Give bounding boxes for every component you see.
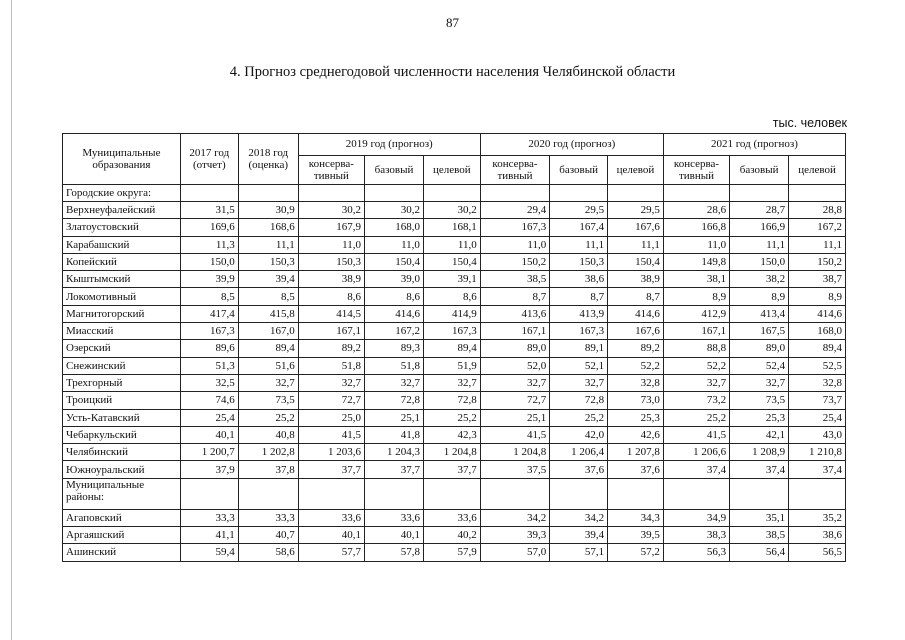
value-cell: 37,7 — [423, 461, 480, 478]
header-2019-target: целевой — [423, 156, 480, 185]
empty-cell — [730, 478, 789, 509]
value-cell: 150,2 — [789, 253, 846, 270]
value-cell: 11,1 — [608, 236, 664, 253]
value-cell: 32,7 — [480, 374, 549, 391]
value-cell: 1 206,4 — [550, 444, 608, 461]
value-cell: 1 202,8 — [238, 444, 298, 461]
value-cell: 37,6 — [608, 461, 664, 478]
empty-cell — [789, 478, 846, 509]
page-title: 4. Прогноз среднегодовой численности населения Челябинской области — [229, 64, 676, 80]
value-cell: 11,3 — [180, 236, 238, 253]
value-cell: 37,4 — [730, 461, 789, 478]
value-cell: 38,9 — [298, 271, 364, 288]
table-row — [63, 357, 846, 374]
value-cell: 29,5 — [608, 202, 664, 219]
value-cell: 32,7 — [365, 374, 424, 391]
empty-cell — [663, 185, 729, 202]
table-row — [63, 461, 846, 478]
value-cell: 167,3 — [550, 323, 608, 340]
value-cell: 89,4 — [238, 340, 298, 357]
value-cell: 11,1 — [238, 236, 298, 253]
value-cell: 56,3 — [663, 544, 729, 561]
value-cell: 73,5 — [238, 392, 298, 409]
value-cell: 1 204,3 — [365, 444, 424, 461]
table-row — [63, 202, 846, 219]
value-cell: 51,3 — [180, 357, 238, 374]
value-cell: 38,1 — [663, 271, 729, 288]
value-cell: 40,2 — [423, 527, 480, 544]
value-cell: 150,3 — [550, 253, 608, 270]
value-cell: 38,6 — [550, 271, 608, 288]
value-cell: 29,5 — [550, 202, 608, 219]
value-cell: 169,6 — [180, 219, 238, 236]
value-cell: 40,1 — [298, 527, 364, 544]
value-cell: 168,0 — [365, 219, 424, 236]
value-cell: 167,1 — [480, 323, 549, 340]
municipality-name: Магнитогорский — [63, 305, 181, 322]
value-cell: 34,9 — [663, 509, 729, 526]
value-cell: 413,9 — [550, 305, 608, 322]
value-cell: 43,0 — [789, 426, 846, 443]
table-row — [63, 288, 846, 305]
table-row — [63, 340, 846, 357]
value-cell: 413,4 — [730, 305, 789, 322]
page-edge-line — [11, 0, 12, 640]
municipality-name: Копейский — [63, 253, 181, 270]
section-label: Городские округа: — [63, 185, 181, 202]
value-cell: 8,9 — [730, 288, 789, 305]
value-cell: 8,5 — [238, 288, 298, 305]
value-cell: 25,0 — [298, 409, 364, 426]
value-cell: 32,8 — [608, 374, 664, 391]
header-2019: 2019 год (прогноз) — [298, 134, 480, 156]
value-cell: 39,0 — [365, 271, 424, 288]
value-cell: 41,5 — [480, 426, 549, 443]
table-row — [63, 271, 846, 288]
value-cell: 167,1 — [298, 323, 364, 340]
value-cell: 25,2 — [550, 409, 608, 426]
value-cell: 11,0 — [298, 236, 364, 253]
value-cell: 8,7 — [480, 288, 549, 305]
value-cell: 414,6 — [789, 305, 846, 322]
value-cell: 32,7 — [730, 374, 789, 391]
value-cell: 52,2 — [663, 357, 729, 374]
value-cell: 1 200,7 — [180, 444, 238, 461]
value-cell: 89,1 — [550, 340, 608, 357]
value-cell: 58,6 — [238, 544, 298, 561]
value-cell: 89,2 — [608, 340, 664, 357]
page-number: 87 — [446, 15, 459, 30]
value-cell: 38,5 — [730, 527, 789, 544]
value-cell: 41,8 — [365, 426, 424, 443]
value-cell: 11,0 — [423, 236, 480, 253]
value-cell: 414,5 — [298, 305, 364, 322]
units-label: тыс. человек — [772, 116, 847, 130]
header-2018: 2018 год (оценка) — [238, 134, 298, 185]
municipality-name: Карабашский — [63, 236, 181, 253]
value-cell: 1 204,8 — [480, 444, 549, 461]
value-cell: 150,4 — [423, 253, 480, 270]
header-2021-base: базовый — [730, 156, 789, 185]
table-row — [63, 253, 846, 270]
table-row — [63, 527, 846, 544]
value-cell: 35,2 — [789, 509, 846, 526]
value-cell: 38,2 — [730, 271, 789, 288]
empty-cell — [365, 478, 424, 509]
value-cell: 89,4 — [423, 340, 480, 357]
value-cell: 38,5 — [480, 271, 549, 288]
municipality-name: Миасский — [63, 323, 181, 340]
value-cell: 28,8 — [789, 202, 846, 219]
municipality-name: Златоустовский — [63, 219, 181, 236]
value-cell: 32,7 — [238, 374, 298, 391]
value-cell: 32,5 — [180, 374, 238, 391]
table-row — [63, 444, 846, 461]
value-cell: 42,6 — [608, 426, 664, 443]
value-cell: 42,0 — [550, 426, 608, 443]
value-cell: 38,3 — [663, 527, 729, 544]
value-cell: 25,1 — [480, 409, 549, 426]
table-row — [63, 509, 846, 526]
value-cell: 31,5 — [180, 202, 238, 219]
value-cell: 167,3 — [423, 323, 480, 340]
value-cell: 33,6 — [423, 509, 480, 526]
table-row — [63, 323, 846, 340]
value-cell: 149,8 — [663, 253, 729, 270]
header-2021: 2021 год (прогноз) — [663, 134, 845, 156]
table-row — [63, 544, 846, 561]
value-cell: 73,5 — [730, 392, 789, 409]
value-cell: 25,2 — [238, 409, 298, 426]
value-cell: 89,0 — [480, 340, 549, 357]
value-cell: 33,3 — [238, 509, 298, 526]
value-cell: 42,1 — [730, 426, 789, 443]
value-cell: 25,4 — [789, 409, 846, 426]
value-cell: 37,9 — [180, 461, 238, 478]
value-cell: 73,0 — [608, 392, 664, 409]
value-cell: 35,1 — [730, 509, 789, 526]
table-row — [63, 374, 846, 391]
value-cell: 52,0 — [480, 357, 549, 374]
value-cell: 89,4 — [789, 340, 846, 357]
value-cell: 414,9 — [423, 305, 480, 322]
value-cell: 51,9 — [423, 357, 480, 374]
value-cell: 168,6 — [238, 219, 298, 236]
municipality-name: Южноуральский — [63, 461, 181, 478]
value-cell: 150,0 — [180, 253, 238, 270]
header-2020-target: целевой — [608, 156, 664, 185]
value-cell: 167,5 — [730, 323, 789, 340]
value-cell: 38,6 — [789, 527, 846, 544]
value-cell: 51,8 — [298, 357, 364, 374]
header-2020: 2020 год (прогноз) — [480, 134, 663, 156]
value-cell: 1 204,8 — [423, 444, 480, 461]
municipality-name: Верхнеуфалейский — [63, 202, 181, 219]
value-cell: 30,9 — [238, 202, 298, 219]
value-cell: 25,2 — [663, 409, 729, 426]
municipality-name: Озерский — [63, 340, 181, 357]
value-cell: 33,6 — [298, 509, 364, 526]
value-cell: 89,6 — [180, 340, 238, 357]
table-body — [63, 185, 846, 562]
value-cell: 32,8 — [789, 374, 846, 391]
table-row — [63, 392, 846, 409]
value-cell: 8,9 — [663, 288, 729, 305]
value-cell: 37,7 — [298, 461, 364, 478]
value-cell: 30,2 — [298, 202, 364, 219]
value-cell: 167,9 — [298, 219, 364, 236]
value-cell: 413,6 — [480, 305, 549, 322]
value-cell: 11,0 — [365, 236, 424, 253]
value-cell: 57,9 — [423, 544, 480, 561]
value-cell: 167,3 — [180, 323, 238, 340]
section-label: Муниципальные районы: — [63, 478, 181, 509]
value-cell: 412,9 — [663, 305, 729, 322]
value-cell: 11,1 — [730, 236, 789, 253]
value-cell: 37,5 — [480, 461, 549, 478]
empty-cell — [238, 185, 298, 202]
value-cell: 74,6 — [180, 392, 238, 409]
table-row — [63, 219, 846, 236]
value-cell: 51,8 — [365, 357, 424, 374]
municipality-name: Ашинский — [63, 544, 181, 561]
value-cell: 8,5 — [180, 288, 238, 305]
value-cell: 150,4 — [608, 253, 664, 270]
value-cell: 11,0 — [663, 236, 729, 253]
value-cell: 30,2 — [365, 202, 424, 219]
empty-cell — [180, 478, 238, 509]
value-cell: 39,1 — [423, 271, 480, 288]
value-cell: 8,7 — [608, 288, 664, 305]
municipality-name: Агаповский — [63, 509, 181, 526]
value-cell: 414,6 — [365, 305, 424, 322]
table-row — [63, 236, 846, 253]
municipality-name: Челябинский — [63, 444, 181, 461]
value-cell: 41,1 — [180, 527, 238, 544]
value-cell: 52,1 — [550, 357, 608, 374]
value-cell: 41,5 — [298, 426, 364, 443]
municipality-name: Чебаркульский — [63, 426, 181, 443]
empty-cell — [550, 478, 608, 509]
value-cell: 1 203,6 — [298, 444, 364, 461]
value-cell: 32,7 — [298, 374, 364, 391]
table-row — [63, 409, 846, 426]
municipality-name: Кыштымский — [63, 271, 181, 288]
value-cell: 41,5 — [663, 426, 729, 443]
value-cell: 72,8 — [423, 392, 480, 409]
header-2021-conservative: консерва-тивный — [663, 156, 729, 185]
value-cell: 33,6 — [365, 509, 424, 526]
value-cell: 40,1 — [365, 527, 424, 544]
empty-cell — [480, 185, 549, 202]
value-cell: 34,2 — [480, 509, 549, 526]
municipality-name: Локомотивный — [63, 288, 181, 305]
value-cell: 414,6 — [608, 305, 664, 322]
value-cell: 167,2 — [365, 323, 424, 340]
value-cell: 1 208,9 — [730, 444, 789, 461]
value-cell: 37,6 — [550, 461, 608, 478]
value-cell: 28,7 — [730, 202, 789, 219]
value-cell: 1 210,8 — [789, 444, 846, 461]
value-cell: 150,3 — [298, 253, 364, 270]
section-row — [63, 185, 846, 202]
value-cell: 39,3 — [480, 527, 549, 544]
value-cell: 42,3 — [423, 426, 480, 443]
section-row — [63, 478, 846, 509]
value-cell: 167,3 — [480, 219, 549, 236]
value-cell: 32,7 — [550, 374, 608, 391]
value-cell: 73,2 — [663, 392, 729, 409]
value-cell: 34,2 — [550, 509, 608, 526]
value-cell: 38,7 — [789, 271, 846, 288]
value-cell: 11,1 — [789, 236, 846, 253]
value-cell: 25,3 — [608, 409, 664, 426]
value-cell: 73,7 — [789, 392, 846, 409]
header-2020-conservative: консерва-тивный — [480, 156, 549, 185]
header-municipality: Муниципальные образования — [63, 134, 181, 185]
empty-cell — [298, 185, 364, 202]
value-cell: 57,2 — [608, 544, 664, 561]
municipality-name: Усть-Катавский — [63, 409, 181, 426]
value-cell: 168,0 — [789, 323, 846, 340]
value-cell: 56,5 — [789, 544, 846, 561]
municipality-name: Аргаяшский — [63, 527, 181, 544]
value-cell: 88,8 — [663, 340, 729, 357]
value-cell: 167,4 — [550, 219, 608, 236]
value-cell: 52,5 — [789, 357, 846, 374]
value-cell: 150,3 — [238, 253, 298, 270]
value-cell: 167,6 — [608, 219, 664, 236]
empty-cell — [480, 478, 549, 509]
empty-cell — [180, 185, 238, 202]
value-cell: 51,6 — [238, 357, 298, 374]
value-cell: 37,4 — [663, 461, 729, 478]
value-cell: 8,6 — [423, 288, 480, 305]
municipality-name: Снежинский — [63, 357, 181, 374]
value-cell: 56,4 — [730, 544, 789, 561]
value-cell: 89,3 — [365, 340, 424, 357]
value-cell: 167,0 — [238, 323, 298, 340]
header-2017: 2017 год (отчет) — [180, 134, 238, 185]
header-2020-base: базовый — [550, 156, 608, 185]
value-cell: 167,2 — [789, 219, 846, 236]
value-cell: 72,7 — [480, 392, 549, 409]
value-cell: 39,5 — [608, 527, 664, 544]
header-2019-conservative: консерва-тивный — [298, 156, 364, 185]
empty-cell — [238, 478, 298, 509]
value-cell: 52,4 — [730, 357, 789, 374]
value-cell: 52,2 — [608, 357, 664, 374]
municipality-name: Троицкий — [63, 392, 181, 409]
value-cell: 30,2 — [423, 202, 480, 219]
table-row — [63, 426, 846, 443]
table-row — [63, 305, 846, 322]
empty-cell — [608, 478, 664, 509]
value-cell: 40,8 — [238, 426, 298, 443]
value-cell: 1 207,8 — [608, 444, 664, 461]
value-cell: 39,9 — [180, 271, 238, 288]
value-cell: 168,1 — [423, 219, 480, 236]
value-cell: 57,0 — [480, 544, 549, 561]
value-cell: 8,6 — [365, 288, 424, 305]
value-cell: 167,6 — [608, 323, 664, 340]
value-cell: 415,8 — [238, 305, 298, 322]
value-cell: 57,7 — [298, 544, 364, 561]
value-cell: 166,9 — [730, 219, 789, 236]
value-cell: 37,8 — [238, 461, 298, 478]
value-cell: 40,1 — [180, 426, 238, 443]
value-cell: 25,3 — [730, 409, 789, 426]
value-cell: 89,2 — [298, 340, 364, 357]
value-cell: 8,7 — [550, 288, 608, 305]
value-cell: 72,8 — [550, 392, 608, 409]
value-cell: 28,6 — [663, 202, 729, 219]
municipality-name: Трехгорный — [63, 374, 181, 391]
value-cell: 72,8 — [365, 392, 424, 409]
value-cell: 8,6 — [298, 288, 364, 305]
value-cell: 33,3 — [180, 509, 238, 526]
empty-cell — [550, 185, 608, 202]
value-cell: 150,4 — [365, 253, 424, 270]
value-cell: 150,2 — [480, 253, 549, 270]
value-cell: 39,4 — [550, 527, 608, 544]
value-cell: 57,1 — [550, 544, 608, 561]
population-forecast-table — [62, 133, 846, 562]
empty-cell — [789, 185, 846, 202]
value-cell: 37,4 — [789, 461, 846, 478]
value-cell: 89,0 — [730, 340, 789, 357]
value-cell: 38,9 — [608, 271, 664, 288]
value-cell: 59,4 — [180, 544, 238, 561]
header-2019-base: базовый — [365, 156, 424, 185]
empty-cell — [608, 185, 664, 202]
empty-cell — [663, 478, 729, 509]
value-cell: 34,3 — [608, 509, 664, 526]
value-cell: 25,1 — [365, 409, 424, 426]
empty-cell — [365, 185, 424, 202]
value-cell: 72,7 — [298, 392, 364, 409]
header-2021-target: целевой — [789, 156, 846, 185]
value-cell: 11,0 — [480, 236, 549, 253]
value-cell: 39,4 — [238, 271, 298, 288]
value-cell: 57,8 — [365, 544, 424, 561]
empty-cell — [298, 478, 364, 509]
empty-cell — [730, 185, 789, 202]
value-cell: 37,7 — [365, 461, 424, 478]
value-cell: 40,7 — [238, 527, 298, 544]
value-cell: 32,7 — [423, 374, 480, 391]
value-cell: 32,7 — [663, 374, 729, 391]
value-cell: 150,0 — [730, 253, 789, 270]
empty-cell — [423, 185, 480, 202]
empty-cell — [423, 478, 480, 509]
value-cell: 8,9 — [789, 288, 846, 305]
value-cell: 166,8 — [663, 219, 729, 236]
value-cell: 417,4 — [180, 305, 238, 322]
value-cell: 29,4 — [480, 202, 549, 219]
value-cell: 1 206,6 — [663, 444, 729, 461]
value-cell: 167,1 — [663, 323, 729, 340]
value-cell: 25,4 — [180, 409, 238, 426]
value-cell: 11,1 — [550, 236, 608, 253]
value-cell: 25,2 — [423, 409, 480, 426]
